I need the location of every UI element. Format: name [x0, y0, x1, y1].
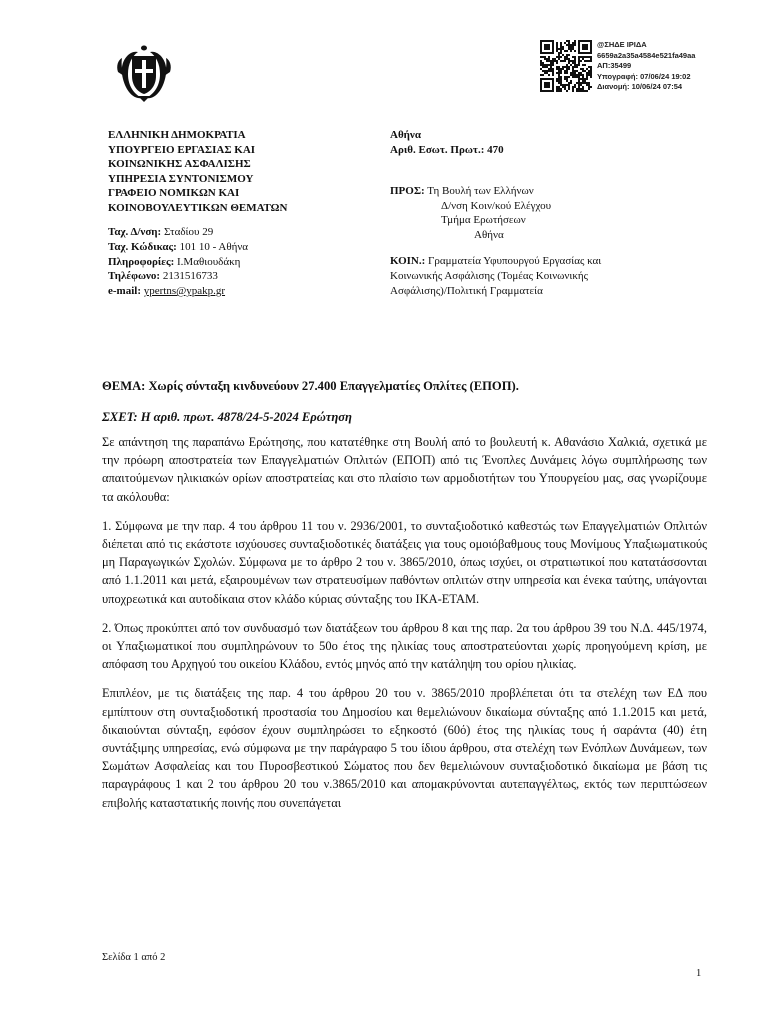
copy-to-first-line	[390, 254, 710, 269]
phone-row	[108, 269, 393, 284]
body-paragraph: Σε απάντηση της παραπάνω Ερώτησης, που κατατέθηκε στη Βουλή από το βουλευτή κ. Αθανάσιο Χαλκιά, σχετικά με την πρόωρη αποστρατεία των Επαγγελματιών Οπλιτών (ΕΠΟΠ) από τις Ένοπλες Δυνάμεις λόγω συμπλήρωσης των απαιτούμενων ηλικιακών ορίων αποστρατείας και στο πλαίσιο των αρμοδιοτήτων του Υπουργείου μας, σας γνωρίζουμε τα ακόλουθα:	[102, 435, 707, 504]
postcode-label: Ταχ. Κώδικας:	[108, 240, 177, 253]
recipient-line: Δ/νση Κοιν/κού Ελέγχου	[441, 199, 552, 212]
recipient-line: Τη Βουλή των Ελλήνων	[424, 185, 534, 197]
org-line: ΕΛΛΗΝΙΚΗ ΔΗΜΟΚΡΑΤΙΑ	[108, 129, 246, 141]
letter-body	[102, 433, 707, 812]
copy-to-line: Κοινωνικής Ασφάλισης (Τομέας Κοινωνικής	[390, 269, 588, 282]
info-label: Πληροφορίες:	[108, 255, 175, 268]
org-line: ΓΡΑΦΕΙΟ ΝΟΜΙΚΩΝ ΚΑΙ	[108, 187, 240, 200]
org-line: ΥΠΗΡΕΣΙΑ ΣΥΝΤΟΝΙΣΜΟΥ	[108, 172, 254, 185]
recipient-block	[390, 184, 710, 242]
recipient-line: Τμήμα Ερωτήσεων	[441, 214, 526, 227]
protocol-number: Αριθ. Εσωτ. Πρωτ.: 470	[390, 143, 504, 156]
recipient-line: Αθήνα	[474, 228, 504, 241]
body-paragraph: Επιπλέον, με τις διατάξεις της παρ. 4 του άρθρου 20 του ν. 3865/2010 προβλέπεται ότι τα στελέχη των ΕΔ που εμπίπτουν στη συνταξιοδοτική προστασία του Δημοσίου και θεμελιώνουν δικαίωμα σύνταξης από 1.1.2015 και μετά, δικαιούνται σύνταξη, εφόσον έχουν συμπληρώσει το εξηκοστό (60ό) έτος της ηλικίας τους ή σαράντα (40) έτη συντάξιμης υπηρεσίας, ενώ σύμφωνα με την παράγραφο 5 του ίδιου άρθρου, στα στελέχη των Ενόπλων Δυνάμεων, των Σωμάτων Ασφαλείας και του Πυροσβεστικού Σώματος που δεν θεμελιώνουν συνταξιοδοτικό δικαίωμα με βάση τις παραγράφους 1 και 2 του άρθρου 20 του ν.3865/2010 και απομακρύνονται αυτεπαγγέλτως, εκτός των περιπτώσεων επιβολής καταστατικής ποινής που συνεπάγεται	[102, 686, 707, 810]
copy-to-line: Ασφάλισης)/Πολιτική Γραμματεία	[390, 284, 543, 297]
org-line: ΚΟΙΝΩΝΙΚΗΣ ΑΣΦΑΛΙΣΗΣ	[108, 158, 251, 171]
greek-emblem-icon	[112, 42, 176, 106]
subject-line: ΘΕΜΑ: Χωρίς σύνταξη κινδυνεύουν 27.400 Επαγγελματίες Οπλίτες (ΕΠΟΠ).	[102, 379, 519, 393]
signature-line: Υπογραφή: 07/06/24 19:02	[597, 71, 691, 81]
koin-label: ΚΟΙΝ.:	[390, 255, 426, 267]
reference-line: ΣΧΕΤ: Η αριθ. πρωτ. 4878/24-5-2024 Ερώτηση	[102, 410, 352, 424]
address-value: Σταδίου 29	[161, 226, 214, 238]
phone-label: Τηλέφωνο:	[108, 270, 161, 283]
signature-line: @ΣΗΔΕ ΙΡΙΔΑ	[597, 40, 647, 49]
org-line: ΚΟΙΝΟΒΟΥΛΕΥΤΙΚΩΝ ΘΕΜΑΤΩΝ	[108, 201, 288, 214]
info-row	[108, 255, 393, 270]
copy-to-line: Γραμματεία Υφυπουργού Εργασίας και	[425, 255, 602, 267]
page-number: 1	[696, 968, 702, 979]
email-label: e-mail:	[108, 285, 141, 298]
to-label: ΠΡΟΣ:	[390, 185, 425, 197]
copy-to-block	[390, 254, 710, 298]
recipient-first-line	[390, 184, 710, 199]
signature-line: 6659a2a35a4584e521fa49aa	[597, 50, 696, 60]
address-row	[108, 225, 393, 240]
email-link[interactable]: ypertns@ypakp.gr	[143, 285, 226, 298]
signature-line: Διανομή: 10/06/24 07:54	[597, 82, 683, 92]
org-line: ΥΠΟΥΡΓΕΙΟ ΕΡΓΑΣΙΑΣ ΚΑΙ	[108, 143, 256, 156]
email-row	[108, 284, 393, 299]
page-footer-label: Σελίδα 1 από 2	[102, 952, 166, 963]
address-label: Ταχ. Δ/νση:	[108, 226, 162, 238]
city: Αθήνα	[390, 129, 421, 141]
postcode-row	[108, 240, 393, 255]
qr-code-icon	[540, 40, 592, 92]
signature-line: ΑΠ:35499	[597, 61, 632, 71]
info-value: Ι.Μαθιουδάκη	[174, 255, 241, 268]
phone-value: 2131516733	[160, 270, 218, 283]
contact-details	[108, 225, 393, 299]
postcode-value: 101 10 - Αθήνα	[176, 240, 249, 253]
body-paragraph: 1. Σύμφωνα με την παρ. 4 του άρθρου 11 του ν. 2936/2001, το συνταξιοδοτικό καθεστώς των Επαγγελματιών Οπλιτών διέπεται από τις εκάστοτε ισχύουσες συνταξιοδοτικές διατάξεις για τους ομοιόβαθμους τους Μονίμους Υπαξιωματικούς μη Παραγωγικών Σχολών. Σύμφωνα με το άρθρο 2 του ν. 3865/2010, όπως ισχύει, οι στρατιωτικοί που κατατάσσονται από 1.1.2011 και μετά, εξαιρουμένων των στρατευσίμων παθόντων οπλιτών στην υπηρεσία και ένεκα ταύτης, υπάγονται υποχρεωτικά και αυτοδίκαια στον κλάδο κύριας σύνταξης του ΙΚΑ-ΕΤΑΜ.	[102, 518, 707, 606]
body-paragraph: 2. Όπως προκύπτει από τον συνδυασμό των διατάξεων του άρθρου 8 και της παρ. 2α του άρθρου 39 του Ν.Δ. 445/1974, οι Υπαξιωματικοί που συμπληρώνουν το 50ο έτος της ηλικίας τους αποστρατεύονται χωρίς προηγούμενη κρίση, με απόφαση του Αρχηγού του οικείου Κλάδου, εντός μηνός από την κατάληψη του ορίου ηλικίας.	[102, 620, 707, 672]
sender-organization	[108, 128, 393, 216]
digital-signature-block	[597, 40, 757, 93]
city-protocol-block	[390, 128, 690, 157]
